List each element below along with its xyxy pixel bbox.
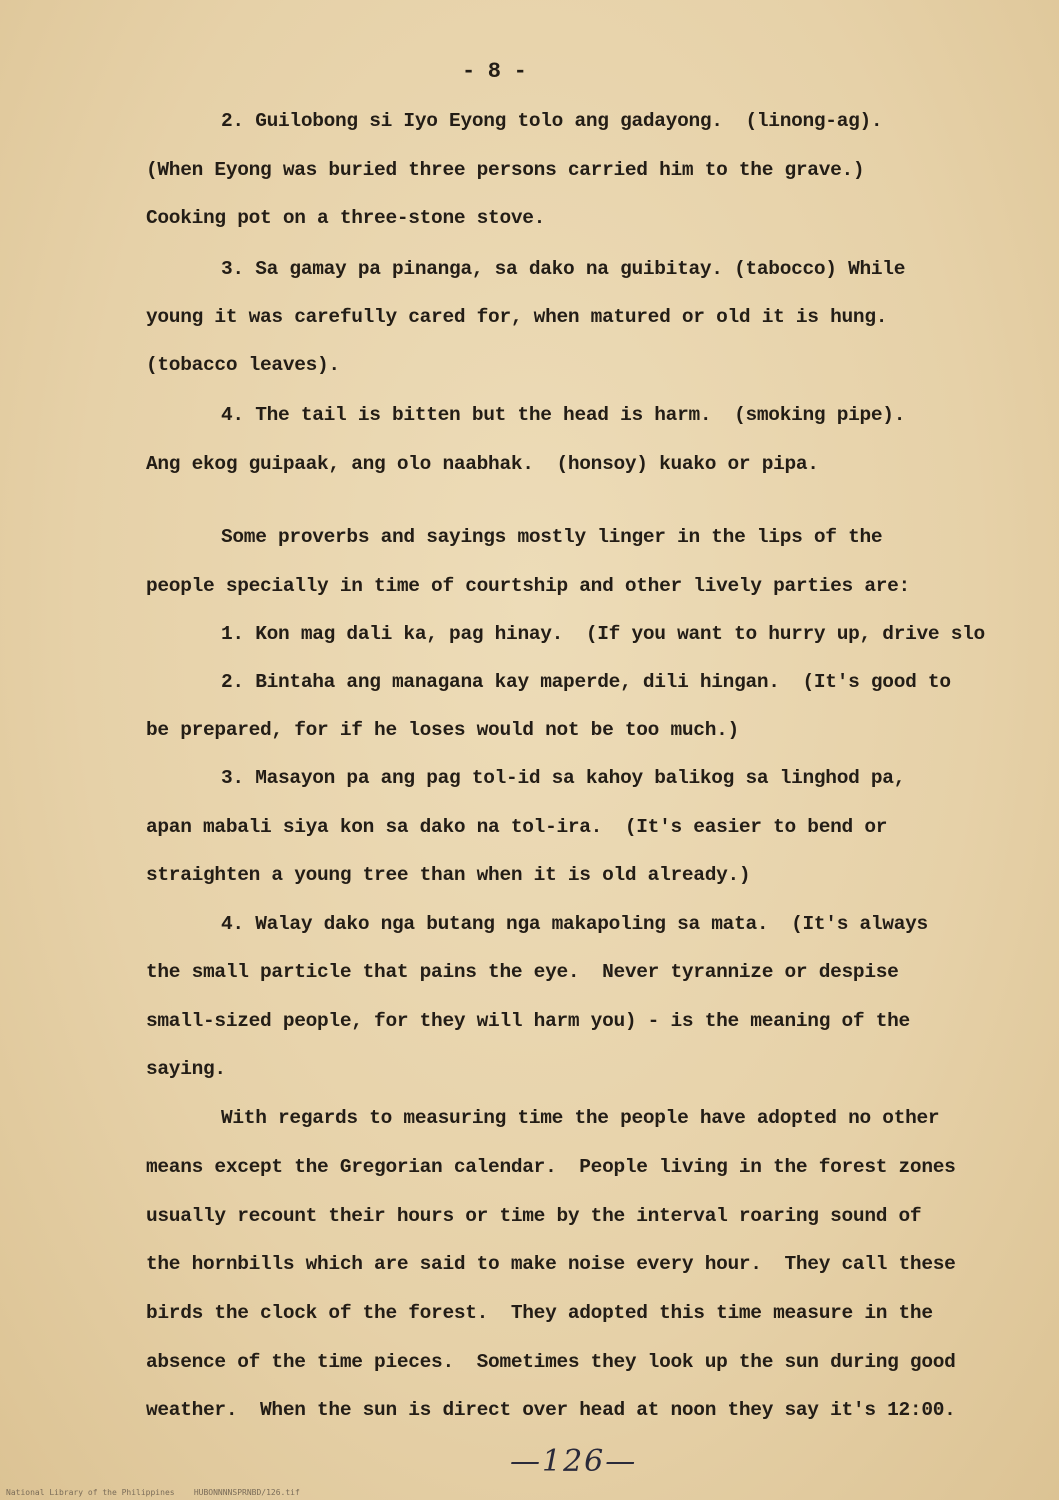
text-line-23: usually recount their hours or time by the interval roaring sound of xyxy=(146,1205,922,1227)
text-line-4: 3. Sa gamay pa pinanga, sa dako na guibitay. (tabocco) While xyxy=(221,258,906,280)
text-line-14: 3. Masayon pa ang pag tol-id sa kahoy balikog sa linghod pa, xyxy=(221,767,906,789)
text-line-7: 4. The tail is bitten but the head is harm. (smoking pipe). xyxy=(221,404,906,426)
text-line-25: birds the clock of the forest. They adopted this time measure in the xyxy=(146,1302,933,1324)
text-line-19: small-sized people, for they will harm you) - is the meaning of the xyxy=(146,1010,910,1032)
text-line-26: absence of the time pieces. Sometimes they look up the sun during good xyxy=(146,1351,956,1373)
text-line-21: With regards to measuring time the people have adopted no other xyxy=(221,1107,940,1129)
text-line-10: people specially in time of courtship and other lively parties are: xyxy=(146,575,910,597)
text-line-15: apan mabali siya kon sa dako na tol-ira. (It's easier to bend or xyxy=(146,816,888,838)
text-line-18: the small particle that pains the eye. Never tyrannize or despise xyxy=(146,961,899,983)
text-line-5: young it was carefully cared for, when matured or old it is hung. xyxy=(146,306,888,328)
text-line-13: be prepared, for if he loses would not be too much.) xyxy=(146,719,739,741)
text-line-12: 2. Bintaha ang managana kay maperde, dili hingan. (It's good to xyxy=(221,671,951,693)
text-line-11: 1. Kon mag dali ka, pag hinay. (If you want to hurry up, drive slo xyxy=(221,623,985,645)
handwritten-page-number: —126— xyxy=(510,1444,638,1479)
text-line-1: 2. Guilobong si Iyo Eyong tolo ang gadayong. (linong-ag). xyxy=(221,110,883,132)
text-line-8: Ang ekog guipaak, ang olo naabhak. (honsoy) kuako or pipa. xyxy=(146,453,819,475)
text-line-3: Cooking pot on a three-stone stove. xyxy=(146,207,546,229)
text-line-24: the hornbills which are said to make noise every hour. They call these xyxy=(146,1253,956,1275)
text-line-16: straighten a young tree than when it is old already.) xyxy=(146,864,751,886)
text-line-2: (When Eyong was buried three persons carried him to the grave.) xyxy=(146,159,865,181)
text-line-27: weather. When the sun is direct over head at noon they say it's 12:00. xyxy=(146,1399,956,1421)
text-line-20: saying. xyxy=(146,1058,226,1080)
text-line-17: 4. Walay dako nga butang nga makapoling sa mata. (It's always xyxy=(221,913,928,935)
archive-stamp: National Library of the Philippines HUBONNNNSPRNBD/126.tif xyxy=(6,1488,300,1497)
page-number: - 8 - xyxy=(462,59,527,84)
text-line-9: Some proverbs and sayings mostly linger in the lips of the xyxy=(221,526,883,548)
text-line-22: means except the Gregorian calendar. People living in the forest zones xyxy=(146,1156,956,1178)
text-line-6: (tobacco leaves). xyxy=(146,354,340,376)
